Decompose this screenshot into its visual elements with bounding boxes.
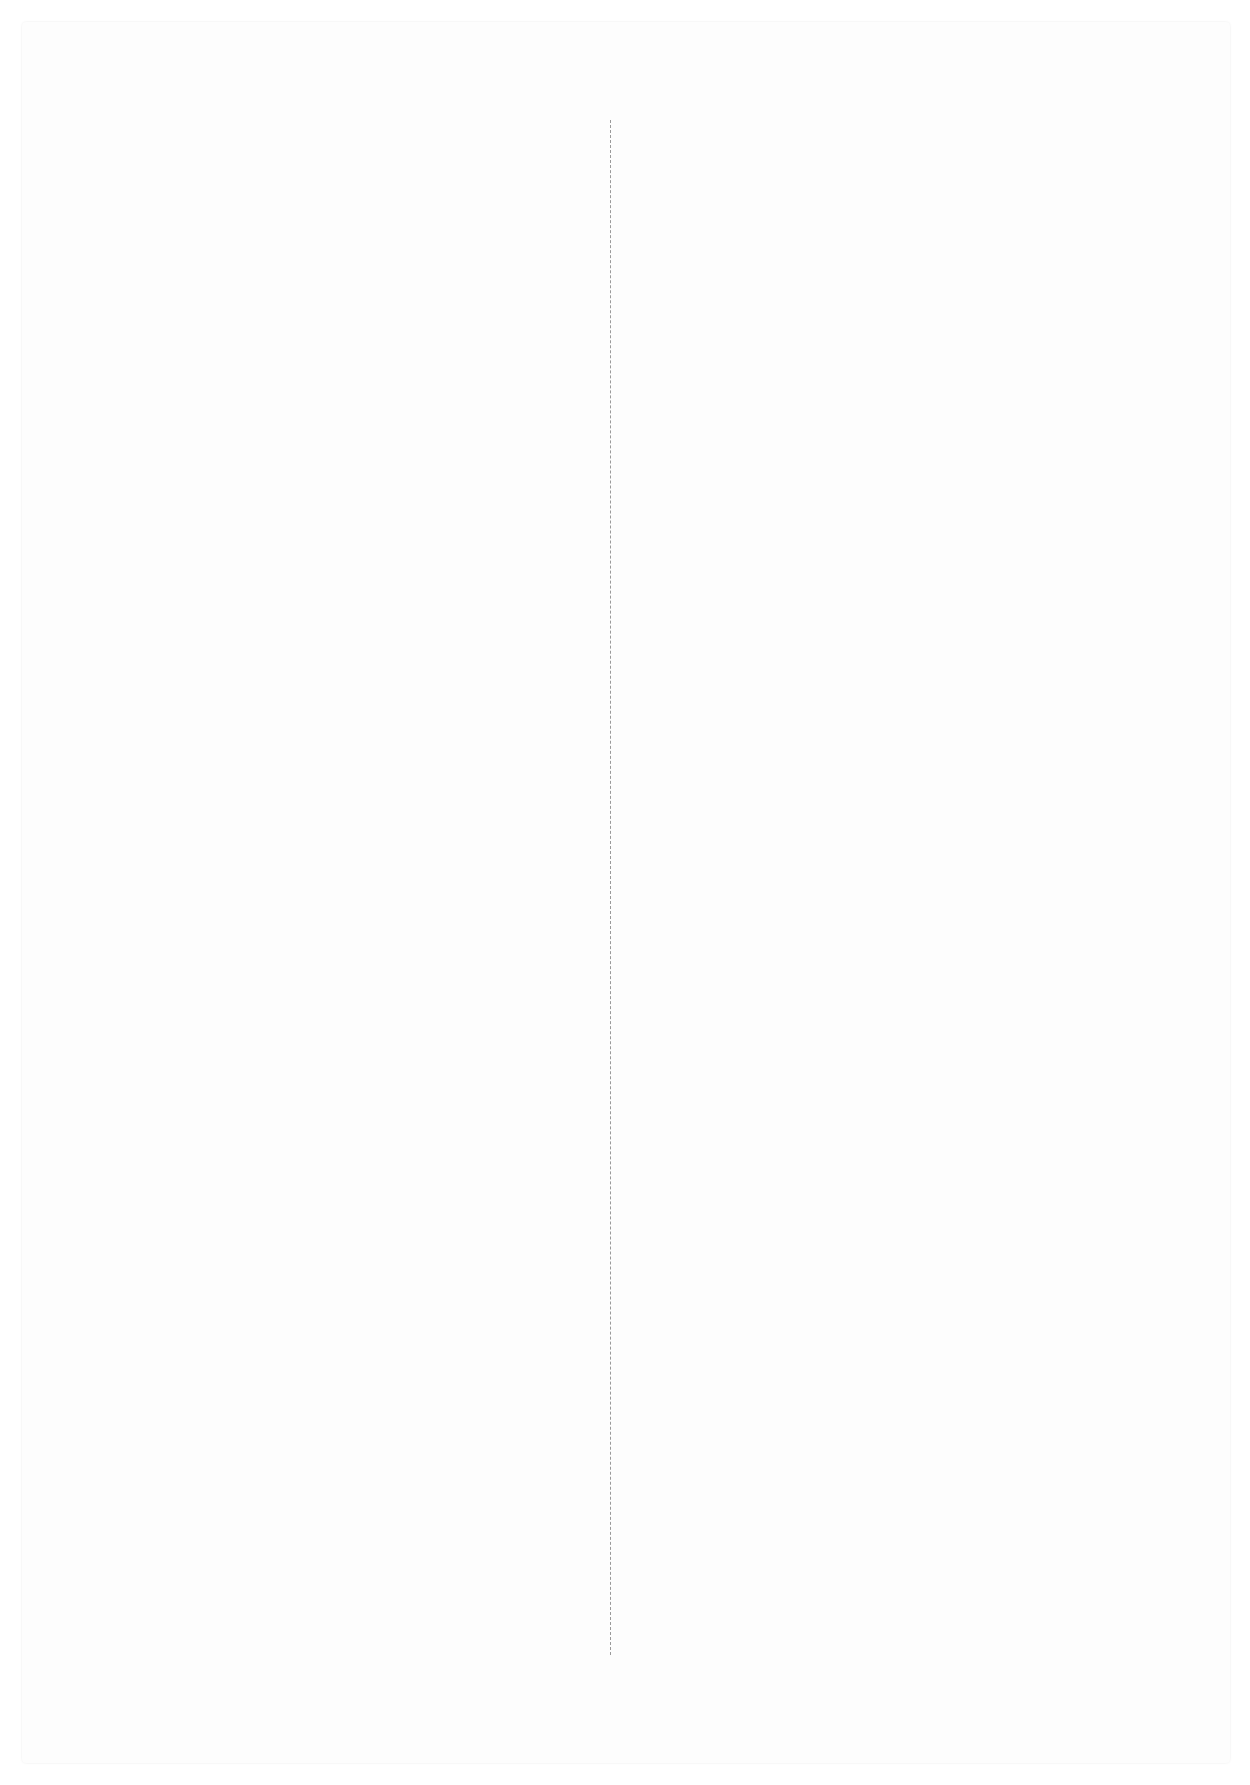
column-divider	[610, 120, 611, 1655]
answer-page	[22, 22, 1230, 1763]
